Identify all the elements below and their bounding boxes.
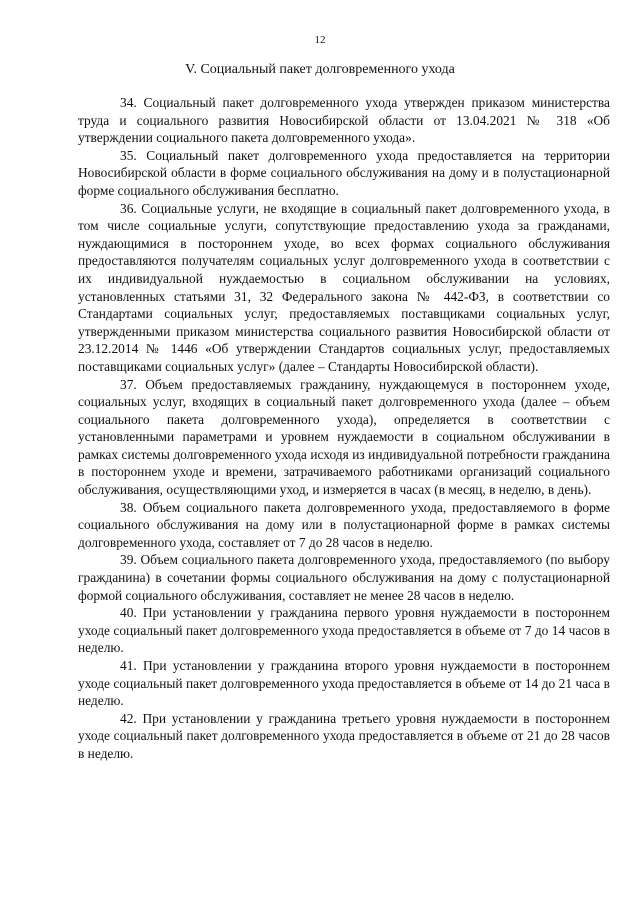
paragraph-35: 35. Социальный пакет долговременного ухода предоставляется на территории Новосибирской области в форме социального обслуживания на дому и в полустационарной форме социального обслуживания бесплатно.	[78, 147, 610, 198]
paragraph-42: 42. При установлении у гражданина третьего уровня нуждаемости в постороннем уходе социальный пакет долговременного ухода предоставляется в объеме от 21 до 28 часов в неделю.	[78, 710, 610, 761]
paragraph-39: 39. Объем социального пакета долговременного ухода, предоставляемого (по выбору гражданина) в сочетании формы социального обслуживания на дому с полустационарной формой социального обслуживания, составляет не менее 28 часов в неделю.	[78, 552, 610, 603]
paragraph-40: 40. При установлении у гражданина первого уровня нуждаемости в постороннем уходе социальный пакет долговременного ухода предоставляется в объеме от 7 до 14 часов в неделю.	[78, 605, 610, 656]
page-number: 12	[314, 34, 326, 46]
paragraph-38: 38. Объем социального пакета долговременного ухода, предоставляемого в форме социального обслуживания на дому или в полустационарной форме в рамках системы долговременного ухода, составляет от 7 до 28 часов в неделю.	[78, 499, 610, 550]
paragraph-41: 41. При установлении у гражданина второго уровня нуждаемости в постороннем уходе социальный пакет долговременного ухода предоставляется в объеме от 14 до 21 часа в неделю.	[78, 658, 610, 709]
section-title: V. Социальный пакет долговременного ухода	[185, 62, 455, 77]
paragraph-34: 34. Социальный пакет долговременного ухода утвержден приказом министерства труда и социального развития Новосибирской области от 13.04.2021 № 318 «Об утверждении социального пакета долговременного ухода».	[78, 95, 610, 146]
document-body	[78, 94, 610, 763]
paragraph-36: 36. Социальные услуги, не входящие в социальный пакет долговременного ухода, в том числе социальные услуги, сопутствующие предоставлению ухода за гражданами, нуждающимися в постороннем уходе, во всех формах социального обслуживания предоставляются получателям социальных услуг долговременного ухода в соответствии с их индивидуальной нуждаемостью в социальном обслуживании на условиях, установленных статьями 31, 32 Федерального закона № 442-ФЗ, в соответствии со Стандартами социальных услуг, предоставляемых поставщиками социальных услуг, утвержденными приказом министерства социального развития Новосибирской области от 23.12.2014 № 1446 «Об утверждении Стандартов социальных услуг, предоставляемых поставщиками социальных услуг» (далее – Стандарты Новосибирской области).	[78, 200, 610, 374]
paragraph-37: 37. Объем предоставляемых гражданину, нуждающемуся в постороннем уходе, социальных услуг, входящих в социальный пакет долговременного ухода (далее – объем социального пакета долговременного ухода), определяется в соответствии с установленными параметрами и уровнем нуждаемости в социальном обслуживании в рамках системы долговременного ухода исходя из индивидуальной потребности гражданина в постороннем уходе и времени, затрачиваемого работниками организаций социального обслуживания, осуществляющими уход, и измеряется в часах (в месяц, в неделю, в день).	[78, 376, 610, 498]
